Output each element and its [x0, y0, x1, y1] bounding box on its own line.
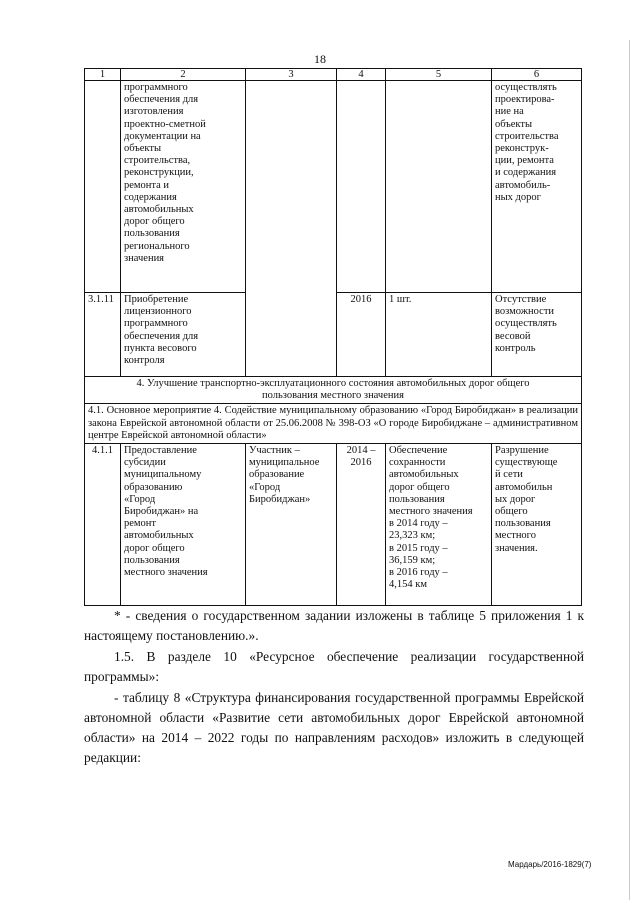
table-row — [85, 444, 582, 606]
cell-executor: Участник – муниципальное образование «Город Биробиджан» — [246, 444, 337, 606]
cell-name: Приобретение лицензионного программного обеспечения для пункта весового контроля — [121, 293, 246, 377]
header-cell: 6 — [492, 69, 582, 81]
cell-num: 3.1.11 — [85, 293, 121, 377]
cell-year — [337, 81, 386, 293]
cell-name: Предоставление субсидии муниципальному образованию «Город Биробиджан» на ремонт автомобильных дорог общего пользования местного значения — [121, 444, 246, 606]
section-row — [85, 377, 582, 404]
footnote: * - сведения о государственном задании изложены в таблице 5 приложения 1 к настоящему постановлению.». — [84, 608, 584, 643]
cell-consequence: осуществлять проектирова- ние на объекты строительства реконструк- ции, ремонта и содержания автомобиль- ных дорог — [492, 81, 582, 293]
page-edge-divider — [629, 40, 630, 900]
cell-name: программного обеспечения для изготовления проектно-сметной документации на объекты строительства, реконструкции, ремонта и содержания автомобильных дорог общего пользования регионального значения — [121, 81, 246, 293]
document-reference: Мардарь/2016-1829(7) — [508, 860, 592, 869]
cell-executor — [246, 81, 337, 377]
cell-indicator: 1 шт. — [386, 293, 492, 377]
cell-num: 4.1.1 — [85, 444, 121, 606]
measure-row — [85, 404, 582, 444]
table-row — [85, 81, 582, 293]
header-cell: 4 — [337, 69, 386, 81]
header-cell: 3 — [246, 69, 337, 81]
cell-indicator: Обеспечение сохранности автомобильных дорог общего пользования местного значения в 2014 году – 23,323 км; в 2015 году – 36,159 км; в 2016 году – 4,154 км — [386, 444, 492, 606]
measure-4-1: 4.1. Основное мероприятие 4. Содействие муниципальному образованию «Город Биробиджан» в реализации закона Еврейской автономной области от 25.06.2008 № 398-ОЗ «О городе Биробиджане – административном центре Еврейской автономной области» — [85, 404, 582, 444]
header-cell: 1 — [85, 69, 121, 81]
paragraph-table-8: - таблицу 8 «Структура финансирования государственной программы Еврейской автономной области «Развитие сети автомобильных дорог Еврейской автономной области» на 2014 – 2022 годы по направлениям расходов» изложить в следующей редакции: — [84, 690, 584, 765]
page-number: 18 — [314, 52, 326, 66]
cell-num — [85, 81, 121, 293]
cell-year: 2016 — [337, 293, 386, 377]
header-cell: 2 — [121, 69, 246, 81]
section-4-title: 4. Улучшение транспортно-эксплуатационного состояния автомобильных дорог общего пользования местного значения — [85, 377, 582, 404]
cell-consequence: Отсутствие возможности осуществлять весовой контроль — [492, 293, 582, 377]
cell-indicator — [386, 81, 492, 293]
measures-table — [84, 68, 582, 606]
paragraph-1-5: 1.5. В разделе 10 «Ресурсное обеспечение реализации государственной программы»: — [84, 649, 584, 684]
cell-year: 2014 – 2016 — [337, 444, 386, 606]
cell-consequence: Разрушение существующе й сети автомобильн ых дорог общего пользования местного значения. — [492, 444, 582, 606]
table-header-row — [85, 69, 582, 81]
header-cell: 5 — [386, 69, 492, 81]
